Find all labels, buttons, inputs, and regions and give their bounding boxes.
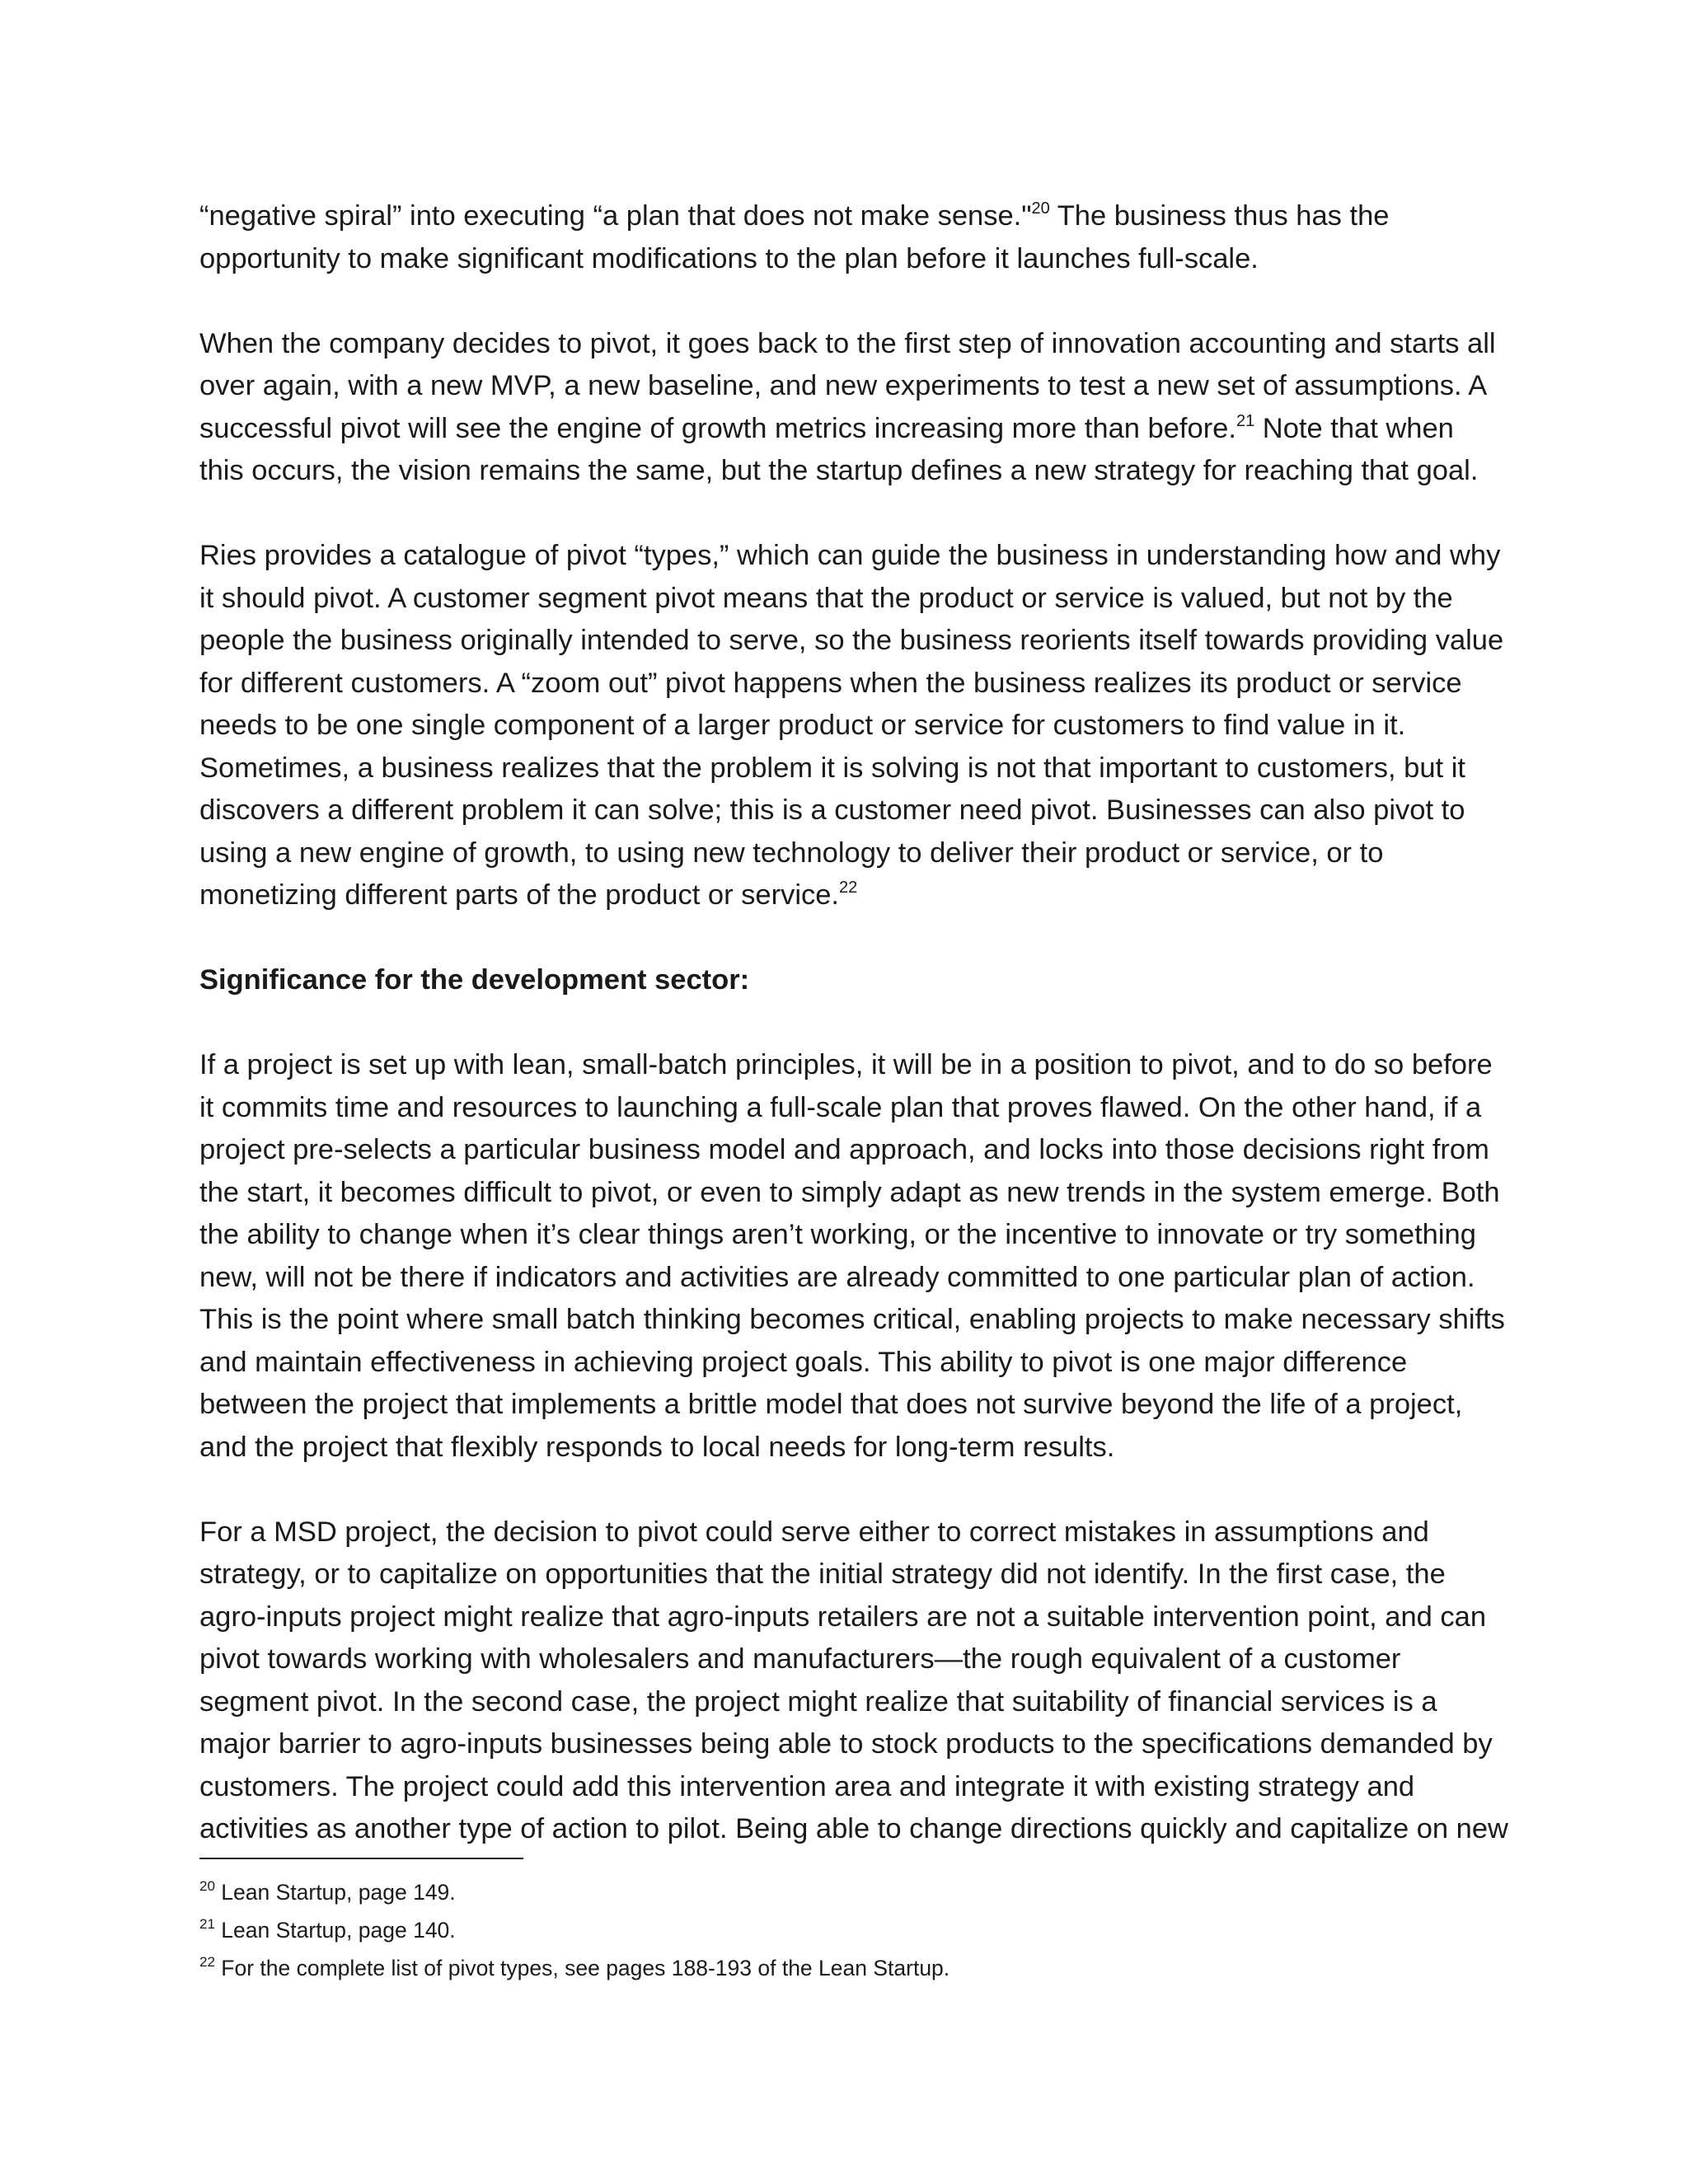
paragraph-3 [199, 535, 1502, 917]
footnote-22 [199, 1949, 1436, 1987]
text-line: activities as another type of action to pilot. Being able to change directions quickly and capitalize on new [199, 1813, 1508, 1844]
line-text: successful pivot will see the engine of growth metrics increasing more than before. [199, 412, 1236, 444]
footnote-number: 20 [199, 1878, 215, 1894]
footnote-20 [199, 1873, 1436, 1911]
text-line: new, will not be there if indicators and activities are already committed to one particular plan of action. [199, 1261, 1475, 1293]
text-line: agro-inputs project might realize that agro-inputs retailers are not a suitable intervention point, and can [199, 1601, 1487, 1633]
text-line: it should pivot. A customer segment pivot means that the product or service is valued, but not by the [199, 582, 1453, 614]
text-line: the start, it becomes difficult to pivot, or even to simply adapt as new trends in the system emerge. Both [199, 1176, 1500, 1208]
text-line: strategy, or to capitalize on opportunities that the initial strategy did not identify. In the first case, the [199, 1558, 1446, 1590]
text-line: For a MSD project, the decision to pivot could serve either to correct mistakes in assumptions and [199, 1516, 1429, 1548]
text-line: it commits time and resources to launching a full-scale plan that proves flawed. On the other hand, if a [199, 1091, 1482, 1123]
footnote-ref-21[interactable]: 21 [1236, 411, 1255, 430]
text-line: pivot towards working with wholesalers and manufacturers—the rough equivalent of a customer [199, 1643, 1401, 1675]
text-line: people the business originally intended to serve, so the business reorients itself towards providing value [199, 625, 1504, 656]
text-line: using a new engine of growth, to using new technology to deliver their product or service, or to [199, 837, 1384, 869]
text-line: discovers a different problem it can solve; this is a customer need pivot. Businesses can also pivot to [199, 794, 1465, 826]
footnote-text: For the complete list of pivot types, see pages 188-193 of the Lean Startup. [214, 1956, 950, 1980]
paragraph-5 [199, 1511, 1508, 1851]
paragraph-4 [199, 1044, 1505, 1469]
paragraph-1 [199, 195, 1502, 280]
line-text-after: Note that when [1254, 412, 1454, 444]
text-line: and the project that flexibly responds to local needs for long-term results. [199, 1431, 1115, 1463]
text-line: the ability to change when it’s clear things aren’t working, or the incentive to innovate or try something [199, 1219, 1476, 1250]
footnote-ref-20[interactable]: 20 [1031, 199, 1050, 218]
text-line: If a project is set up with lean, small-batch principles, it will be in a position to pivot, and to do so before [199, 1049, 1493, 1080]
text-line: customers. The project could add this intervention area and integrate it with existing strategy and [199, 1770, 1415, 1802]
line-text: “negative spiral” into executing “a plan that does not make sense." [199, 200, 1032, 232]
footnotes [199, 1873, 1436, 1987]
text-line: between the project that implements a brittle model that does not survive beyond the life of a project, [199, 1389, 1463, 1420]
line-text: monetizing different parts of the product or service. [199, 879, 840, 911]
line-text-after: The business thus has the [1049, 200, 1390, 232]
section-heading: Significance for the development sector: [199, 964, 750, 996]
footnote-number: 21 [199, 1916, 215, 1932]
text-line [199, 408, 1502, 451]
text-line: project pre-selects a particular business model and approach, and locks into those decisions right from [199, 1134, 1489, 1165]
text-line: segment pivot. In the second case, the project might realize that suitability of financial services is a [199, 1685, 1437, 1718]
footnote-separator [199, 1858, 523, 1859]
text-line: over again, with a new MVP, a new baseline, and new experiments to test a new set of assumptions. A [199, 370, 1488, 401]
text-line: needs to be one single component of a larger product or service for customers to find value in it. [199, 710, 1406, 741]
body-text [199, 195, 1508, 1851]
text-line [199, 195, 1502, 238]
paragraph-2 [199, 323, 1502, 493]
text-line: major barrier to agro-inputs businesses being able to stock products to the specifications demanded by [199, 1728, 1493, 1760]
text-line: When the company decides to pivot, it goes back to the first step of innovation accounting and starts all [199, 327, 1496, 359]
text-line: This is the point where small batch thinking becomes critical, enabling projects to make necessary shifts [199, 1304, 1505, 1335]
text-line: Ries provides a catalogue of pivot “types,” which can guide the business in understanding how and why [199, 540, 1501, 571]
footnote-ref-22[interactable]: 22 [839, 879, 858, 897]
footnote-21 [199, 1911, 1436, 1949]
text-line [199, 874, 1502, 917]
text-line: this occurs, the vision remains the same, but the startup defines a new strategy for reaching that goal. [199, 455, 1479, 486]
footnote-number: 22 [199, 1954, 215, 1970]
text-line: for different customers. A “zoom out” pivot happens when the business realizes its product or service [199, 667, 1462, 699]
text-line: Sometimes, a business realizes that the problem it is solving is not that important to customers, but it [199, 752, 1465, 784]
text-line: opportunity to make significant modifications to the plan before it launches full-scale. [199, 242, 1259, 274]
footnote-text: Lean Startup, page 149. [214, 1880, 456, 1905]
footnote-text: Lean Startup, page 140. [214, 1918, 456, 1943]
text-line: and maintain effectiveness in achieving project goals. This ability to pivot is one major difference [199, 1346, 1408, 1378]
